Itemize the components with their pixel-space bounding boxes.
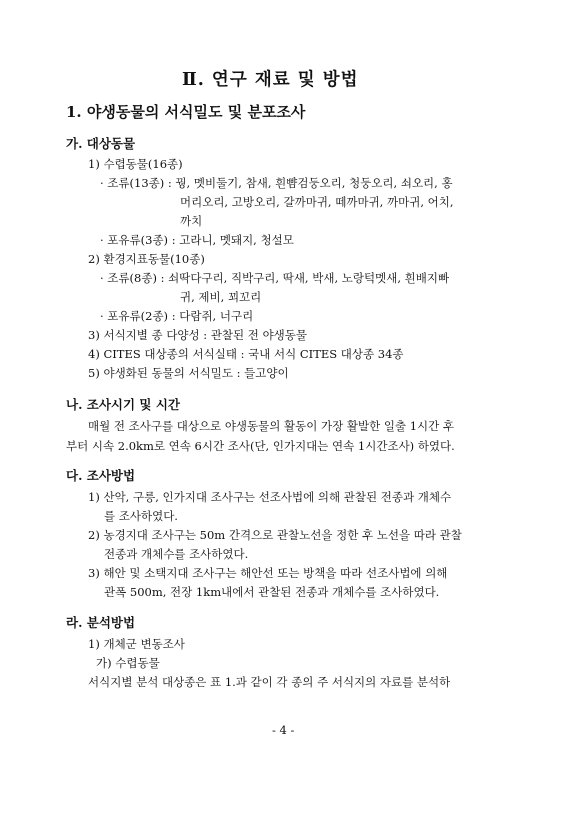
list-item: 귀, 제비, 꾀꼬리 <box>180 290 262 304</box>
paragraph-line: 매월 전 조사구를 대상으로 야생동물의 활동이 가장 활발한 일출 1시간 후 <box>88 419 455 433</box>
list-item: 가) 수렵동물 <box>96 656 160 670</box>
list-item: 4) CITES 대상종의 서식실태 : 국내 서식 CITES 대상종 34종 <box>88 347 404 361</box>
subsection-heading-d: 라. 분석방법 <box>66 615 136 630</box>
list-item: 관폭 500m, 전장 1km내에서 관찰된 전종과 개체수를 조사하였다. <box>104 585 440 599</box>
list-item: 까치 <box>180 214 203 228</box>
subsection-heading-c: 다. 조사방법 <box>66 468 136 483</box>
list-item: 전종과 개체수를 조사하였다. <box>104 547 249 561</box>
paragraph-line: 서식지별 분석 대상종은 표 1.과 같이 각 종의 주 서식지의 자료를 분석하 <box>88 675 451 689</box>
list-item: · 조류(13종) : 꿩, 멧비둘기, 참새, 흰뺨검둥오리, 청둥오리, 쇠오리, 홍 <box>100 176 453 190</box>
chapter-title: Ⅱ. 연구 재료 및 방법 <box>182 70 359 90</box>
list-item: 를 조사하였다. <box>104 509 178 523</box>
list-item: 3) 해안 및 소택지대 조사구는 해안선 또는 방책을 따라 선조사법에 의해 <box>88 566 448 580</box>
paragraph-line: 부터 시속 2.0km로 연속 6시간 조사(단, 인가지대는 연속 1시간조사) 하였다. <box>66 439 455 453</box>
list-item: · 포유류(3종) : 고라니, 멧돼지, 청설모 <box>100 233 294 247</box>
list-item: · 포유류(2종) : 다람쥐, 너구리 <box>100 309 254 323</box>
list-item: · 조류(8종) : 쇠딱다구리, 직박구리, 딱새, 박새, 노랑턱멧새, 흰배지빠 <box>100 271 450 285</box>
list-item: 1) 수렵동물(16종) <box>88 157 183 171</box>
list-item: 1) 개체군 변동조사 <box>88 637 185 651</box>
page-number: - 4 - <box>272 723 295 737</box>
subsection-heading-b: 나. 조사시기 및 시간 <box>66 397 181 412</box>
list-item: 머리오리, 고방오리, 갈까마귀, 떼까마귀, 까마귀, 어치, <box>180 195 454 209</box>
list-item: 1) 산악, 구릉, 인가지대 조사구는 선조사법에 의해 관찰된 전종과 개체수 <box>88 490 452 504</box>
list-item: 2) 농경지대 조사구는 50m 간격으로 관찰노선을 정한 후 노선을 따라 관찰 <box>88 528 462 542</box>
list-item: 3) 서식지별 종 다양성 : 관찰된 전 야생동물 <box>88 328 308 342</box>
list-item: 5) 야생화된 동물의 서식밀도 : 들고양이 <box>88 366 289 380</box>
subsection-heading-a: 가. 대상동물 <box>66 136 136 151</box>
section-title: 1. 야생동물의 서식밀도 및 분포조사 <box>66 103 306 121</box>
list-item: 2) 환경지표동물(10종) <box>88 252 205 266</box>
